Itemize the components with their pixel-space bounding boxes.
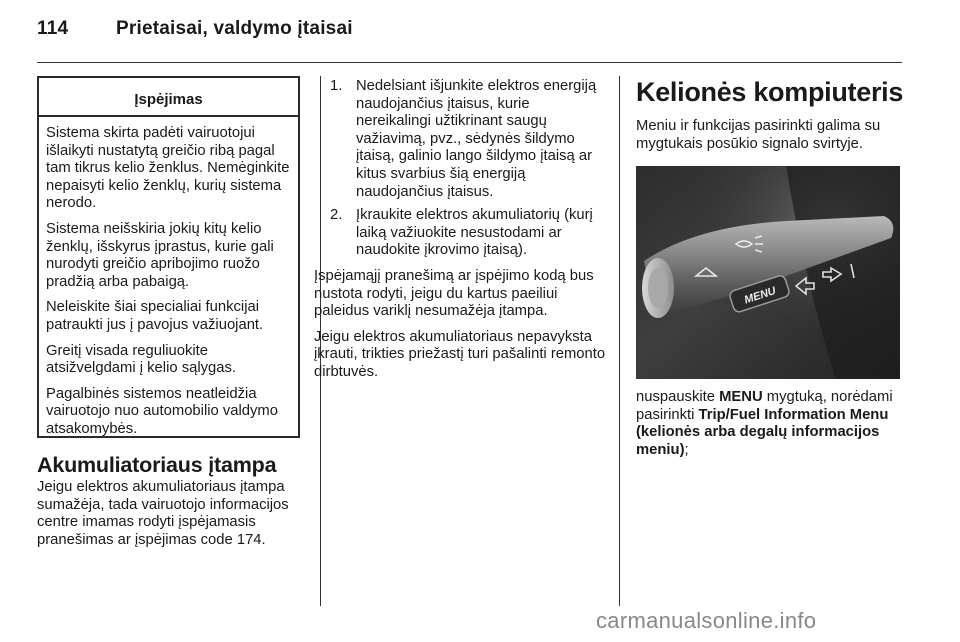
instruction-prefix: nuspauskite bbox=[636, 389, 720, 405]
warning-body bbox=[39, 117, 298, 439]
page-number: 114 bbox=[37, 18, 69, 39]
page-header bbox=[37, 18, 902, 63]
battery-heading: Akumuliatoriaus įtampa bbox=[37, 453, 277, 477]
battery-text: Jeigu elektros akumuliatoriaus įtampa sumažėja, tada vairuotojo informacijos centre imamas rodyti įspėjamasis pranešimas ar įspėjimas code 174. bbox=[37, 479, 289, 548]
page-title: Prietaisai, valdymo įtaisai bbox=[116, 18, 353, 39]
step-number: 1. bbox=[330, 78, 343, 94]
step-text: Nedelsiant išjunkite elektros energiją naudojančius įtaisus, kurie nereikalingi užtikrinant saugų važiavimą, pvz., sėdynės šildymo įtaisą, galinio lango šildymo įtaisą ar kitus svarbius šią energiją naudojančius įtaisus. bbox=[356, 78, 597, 200]
watermark: carmanualsonline.info bbox=[596, 608, 817, 633]
warning-paragraph: Sistema neišskiria jokių kitų kelio ženklų, išskyrus įprastus, kurie gali nurodyti greičio apribojimo ruožo pradžią arba pabaigą. bbox=[46, 220, 274, 290]
middle-column bbox=[314, 78, 606, 390]
step-number: 2. bbox=[330, 207, 343, 224]
menu-button-ref: MENU bbox=[719, 389, 763, 405]
trip-computer-heading: Kelionės kompiuteris bbox=[636, 77, 904, 107]
list-item bbox=[314, 207, 606, 260]
instruction-mid: mygtuką, norėdami pasirinkti bbox=[636, 389, 893, 423]
warning-paragraph: Sistema skirta padėti vairuotojui išlaikyti nustatytą greičio ribą pagal tam tikrus kelio ženklus. Nemėginkite nepaisyti kelio ženklų, kurių sistema nerodo. bbox=[46, 125, 290, 212]
instruction-suffix: ; bbox=[684, 441, 689, 458]
warning-title: Įspėjimas bbox=[39, 78, 298, 117]
column-divider bbox=[619, 76, 620, 606]
warning-paragraph: Pagalbinės sistemos neatleidžia vairuotojo nuo automobilio valdymo atsakomybės. bbox=[46, 385, 278, 437]
menu-button-label: MENU bbox=[742, 285, 778, 307]
warning-box bbox=[37, 76, 300, 438]
step-text: Įkraukite elektros akumuliatorių (kurį laiką važiuokite nesustodami ar naudokite įkrovimo įtaisą). bbox=[356, 207, 593, 259]
paragraph: Jeigu elektros akumuliatoriaus nepavyksta įkrauti, trikties priežastį turi pašalinti remonto dirbtuvės. bbox=[314, 328, 606, 380]
trip-fuel-menu-ref: Trip/Fuel Information Menu (kelionės arba degalų informacijos meniu) bbox=[636, 406, 889, 458]
battery-section bbox=[37, 452, 305, 557]
paragraph: Įspėjamąjį pranešimą ar įspėjimo kodą bus nustota rodyti, jeigu du kartus paeiliui paleidus variklį nesumažėja įtampa. bbox=[314, 267, 594, 320]
list-item bbox=[314, 78, 606, 201]
right-column bbox=[636, 76, 906, 161]
instruction-text bbox=[636, 389, 906, 459]
warning-paragraph: Neleiskite šiai specialiai funkcijai patraukti jus į pavojus važiuojant. bbox=[46, 299, 264, 333]
steps-list bbox=[314, 78, 606, 260]
trip-instruction bbox=[636, 389, 906, 467]
turn-signal-lever-photo bbox=[636, 166, 900, 379]
warning-paragraph: Greitį visada reguliuokite atsižvelgdami į kelio sąlygas. bbox=[46, 342, 236, 377]
trip-intro: Meniu ir funkcijas pasirinkti galima su mygtukais posūkio signalo svirtyje. bbox=[636, 118, 881, 152]
